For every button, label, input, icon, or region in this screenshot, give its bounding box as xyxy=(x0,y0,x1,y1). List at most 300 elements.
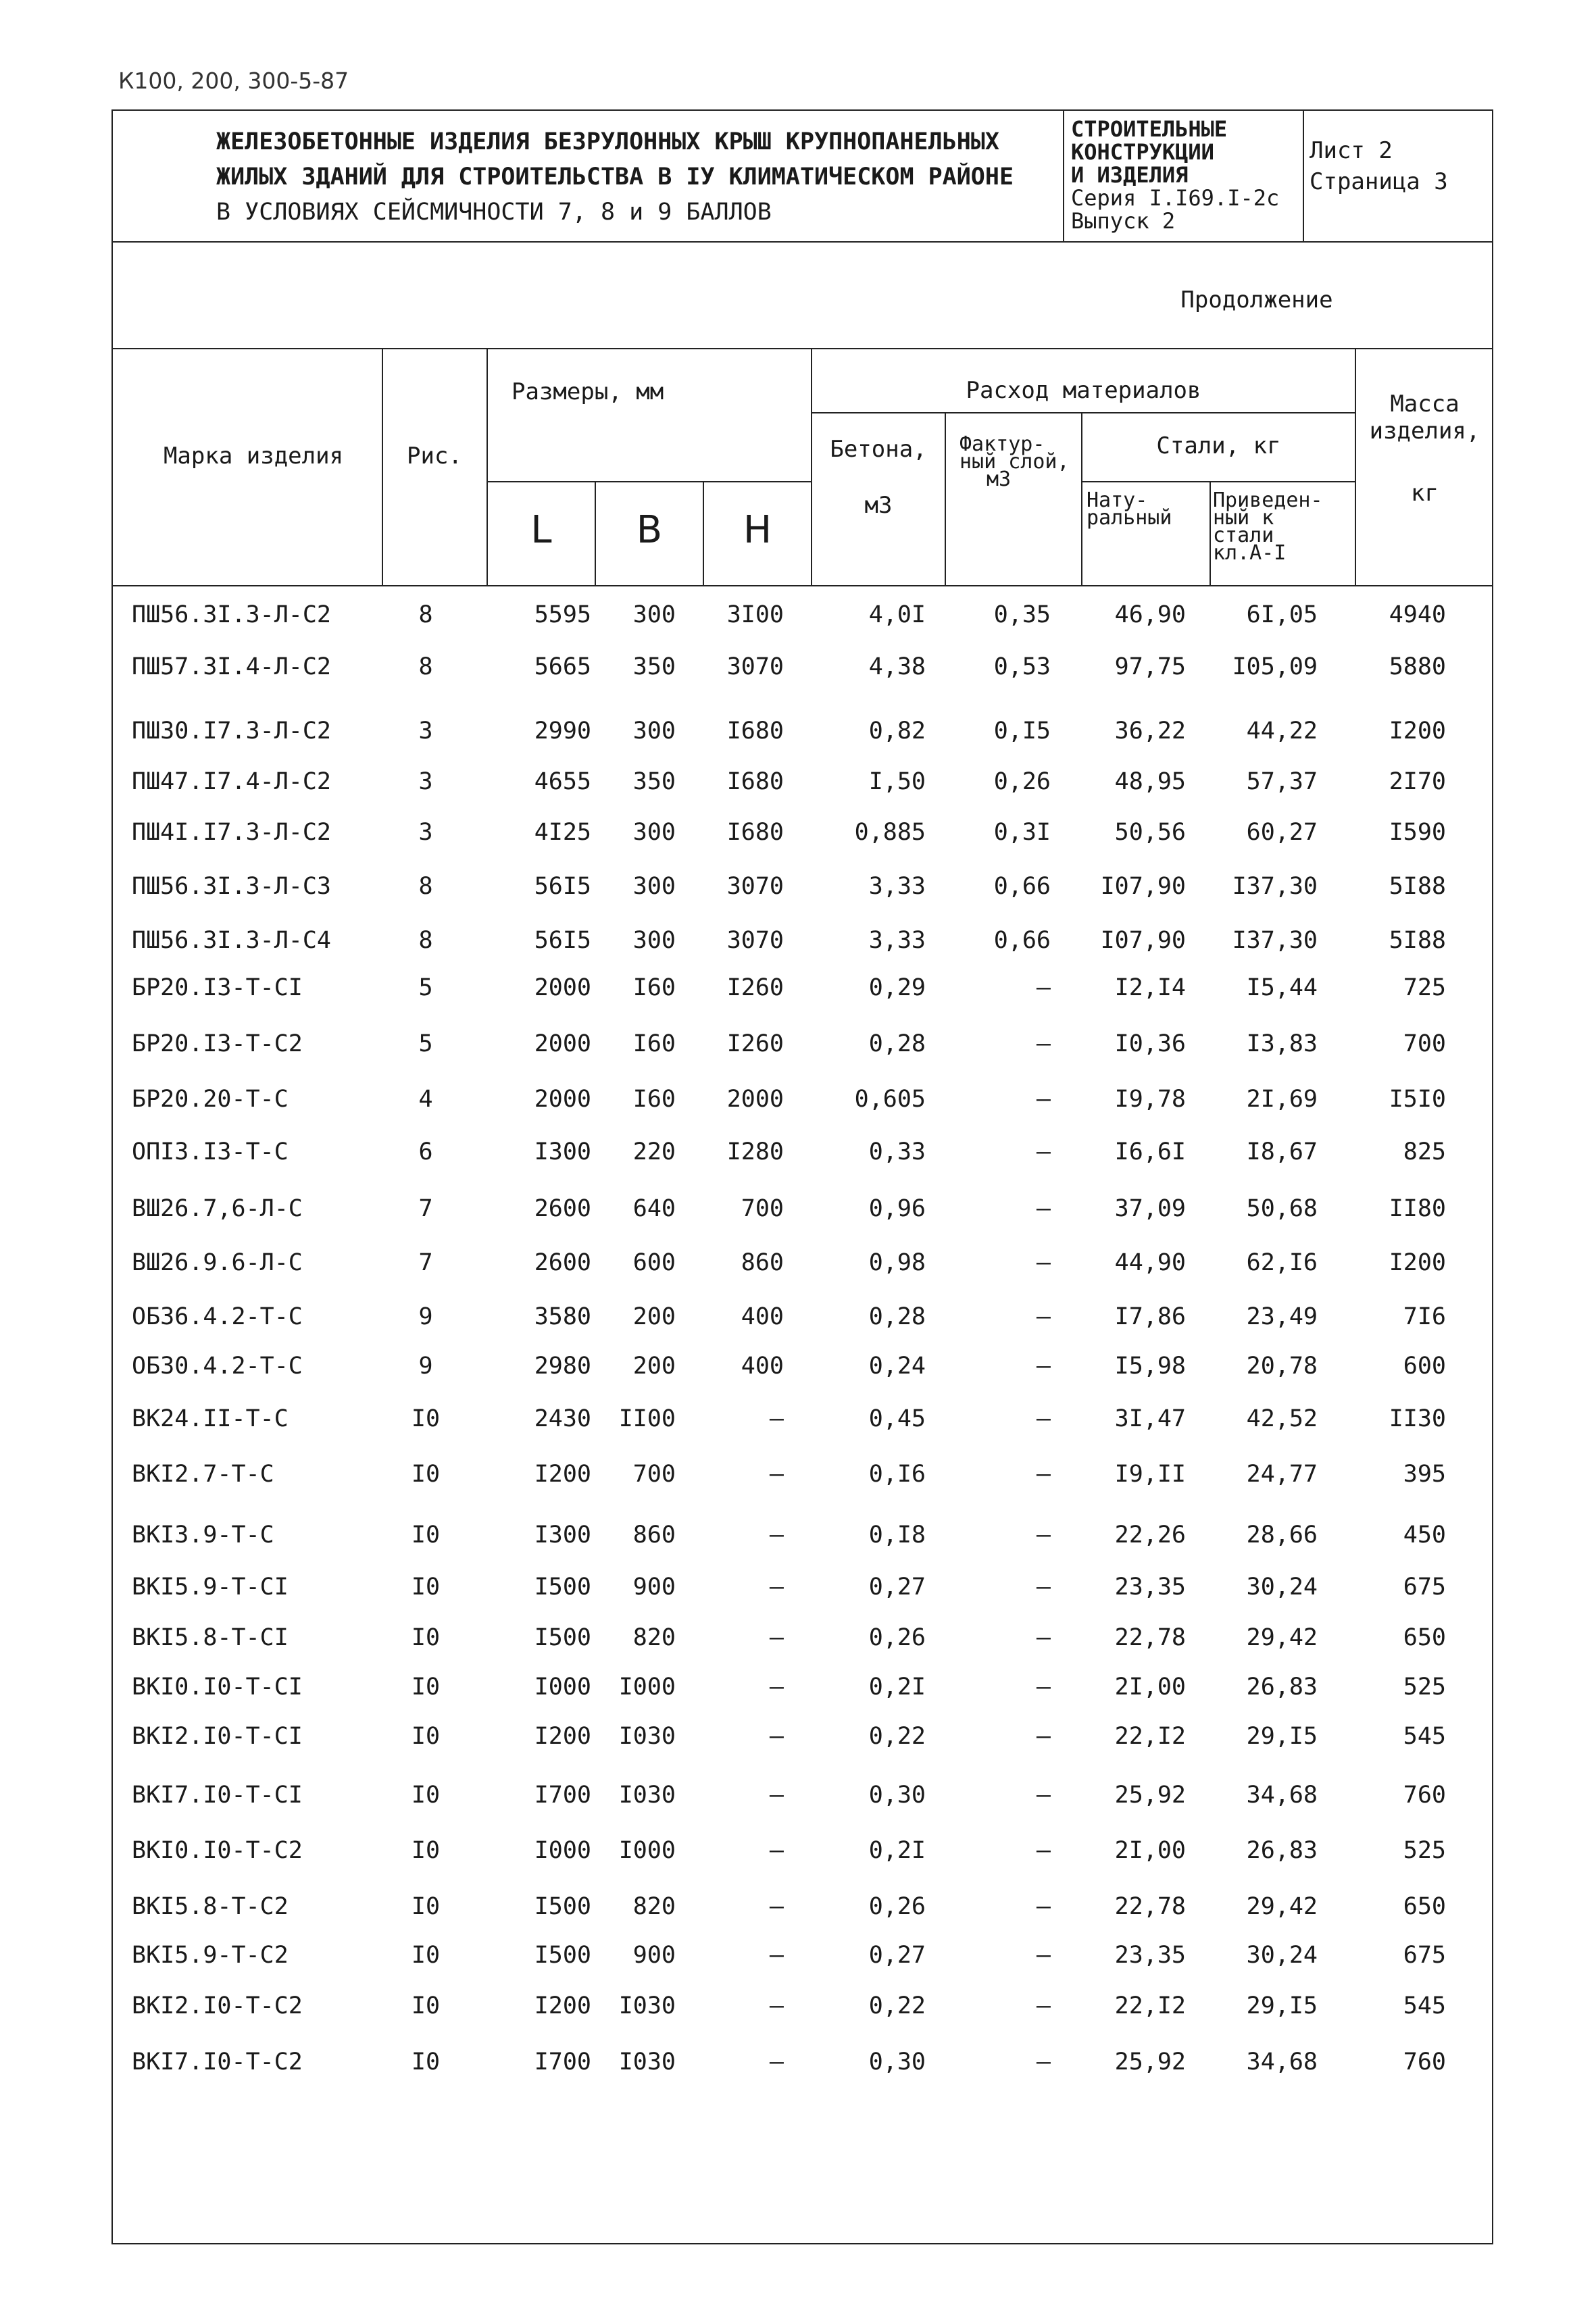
table-row xyxy=(0,1292,1596,1342)
cell-height: – xyxy=(769,1782,784,1809)
cell-length: 4655 xyxy=(534,768,591,795)
cell-mark: ОБ30.4.2-Т-С xyxy=(132,1353,303,1380)
cell-mass: 760 xyxy=(1403,2048,1446,2076)
sheet-number: Лист 2 xyxy=(1310,137,1393,164)
cell-facing-layer: 0,53 xyxy=(993,653,1051,680)
cell-steel-reduced: 2I,69 xyxy=(1246,1086,1318,1113)
cell-width: 300 xyxy=(632,718,676,745)
cell-steel-natural: I07,90 xyxy=(1100,873,1186,900)
cell-length: I700 xyxy=(534,1782,591,1809)
cell-mark: ПШ47.I7.4-Л-С2 xyxy=(132,768,332,795)
cell-figure: 4 xyxy=(418,1086,433,1113)
cell-mass: 675 xyxy=(1403,1574,1446,1601)
cell-facing-layer: – xyxy=(1036,974,1051,1001)
cell-concrete: 0,26 xyxy=(868,1893,926,1920)
cell-concrete: 0,885 xyxy=(854,819,926,846)
cell-steel-reduced: I3,83 xyxy=(1246,1030,1318,1057)
cell-length: I000 xyxy=(534,1674,591,1701)
cell-mark: ВКI5.8-Т-С2 xyxy=(132,1893,289,1920)
cell-steel-reduced: 42,52 xyxy=(1246,1405,1318,1432)
cell-height: I260 xyxy=(726,1030,784,1057)
cell-figure: 8 xyxy=(418,601,433,628)
cell-steel-reduced: 28,66 xyxy=(1246,1521,1318,1549)
col-rule xyxy=(1355,348,1356,586)
cell-width: 350 xyxy=(632,768,676,795)
cell-steel-natural: I7,86 xyxy=(1114,1303,1186,1330)
header-reduced-line: кл.А-I xyxy=(1213,541,1287,565)
cell-length: 2600 xyxy=(534,1249,591,1276)
cell-length: I500 xyxy=(534,1624,591,1651)
cell-facing-layer: 0,I5 xyxy=(993,718,1051,745)
series-block xyxy=(1064,109,1304,241)
cell-concrete: 4,0I xyxy=(868,601,926,628)
cell-steel-natural: 22,26 xyxy=(1114,1521,1186,1549)
cell-steel-natural: I2,I4 xyxy=(1114,974,1186,1001)
divider xyxy=(111,241,1493,243)
cell-facing-layer: – xyxy=(1036,1837,1051,1864)
cell-figure: I0 xyxy=(411,1674,441,1701)
cell-length: 2000 xyxy=(534,1086,591,1113)
cell-steel-reduced: I8,67 xyxy=(1246,1138,1318,1165)
cell-mark: ВКI2.7-Т-С xyxy=(132,1461,274,1488)
cell-height: I280 xyxy=(726,1138,784,1165)
sheet-block xyxy=(1304,109,1493,241)
cell-width: I000 xyxy=(618,1674,676,1701)
cell-mass: I200 xyxy=(1389,1249,1446,1276)
cell-length: I500 xyxy=(534,1942,591,1969)
cell-length: 2430 xyxy=(534,1405,591,1432)
cell-facing-layer: – xyxy=(1036,1405,1051,1432)
cell-height: 700 xyxy=(741,1195,784,1222)
cell-steel-natural: 2I,00 xyxy=(1114,1837,1186,1864)
header-facing-line: ный слой, xyxy=(959,450,1070,474)
table-row xyxy=(0,1127,1596,1177)
cell-concrete: 0,45 xyxy=(868,1405,926,1432)
cell-height: – xyxy=(769,1461,784,1488)
cell-length: I300 xyxy=(534,1138,591,1165)
cell-mark: ВКI7.I0-Т-С2 xyxy=(132,2048,303,2076)
cell-concrete: 0,27 xyxy=(868,1942,926,1969)
cell-length: I500 xyxy=(534,1893,591,1920)
header-materials: Расход материалов xyxy=(966,377,1201,404)
cell-mark: ПШ57.3I.4-Л-С2 xyxy=(132,653,332,680)
header-facing-line: Фактур- xyxy=(959,432,1045,456)
cell-facing-layer: 0,66 xyxy=(993,873,1051,900)
cell-width: I030 xyxy=(618,1992,676,2019)
cell-steel-natural: 97,75 xyxy=(1114,653,1186,680)
cell-width: 300 xyxy=(632,873,676,900)
table-row xyxy=(0,1981,1596,2031)
cell-width: II00 xyxy=(618,1405,676,1432)
cell-steel-natural: 48,95 xyxy=(1114,768,1186,795)
header-reduced-line: стали xyxy=(1213,524,1274,547)
cell-mass: 525 xyxy=(1403,1674,1446,1701)
cell-height: – xyxy=(769,1893,784,1920)
header-mass-unit: кг xyxy=(1411,480,1439,507)
cell-concrete: 0,82 xyxy=(868,718,926,745)
cell-width: I030 xyxy=(618,1723,676,1750)
cell-steel-reduced: 26,83 xyxy=(1246,1674,1318,1701)
cell-length: I300 xyxy=(534,1521,591,1549)
cell-facing-layer: – xyxy=(1036,1782,1051,1809)
header-concrete-unit: м3 xyxy=(864,492,893,519)
cell-figure: I0 xyxy=(411,1893,441,1920)
header-mass xyxy=(1356,391,1493,445)
table-row xyxy=(0,1711,1596,1761)
table-row xyxy=(0,1019,1596,1069)
cell-steel-reduced: 20,78 xyxy=(1246,1353,1318,1380)
cell-concrete: 0,27 xyxy=(868,1574,926,1601)
cell-facing-layer: – xyxy=(1036,1461,1051,1488)
cell-figure: I0 xyxy=(411,1521,441,1549)
cell-height: 860 xyxy=(741,1249,784,1276)
cell-figure: I0 xyxy=(411,1837,441,1864)
cell-mark: ОБ36.4.2-Т-С xyxy=(132,1303,303,1330)
cell-facing-layer: 0,66 xyxy=(993,927,1051,954)
cell-mark: ВКI5.9-Т-СI xyxy=(132,1574,289,1601)
header-mark: Марка изделия xyxy=(163,443,344,470)
cell-facing-layer: – xyxy=(1036,1353,1051,1380)
cell-concrete: 0,26 xyxy=(868,1624,926,1651)
cell-length: 2000 xyxy=(534,1030,591,1057)
table-row xyxy=(0,1882,1596,1932)
cell-length: I200 xyxy=(534,1992,591,2019)
cell-mark: БР20.20-Т-С xyxy=(132,1086,289,1113)
cell-mark: ВКI2.I0-Т-С2 xyxy=(132,1992,303,2019)
title-line: ЖЕЛЕЗОБЕТОННЫЕ ИЗДЕЛИЯ БЕЗРУЛОННЫХ КРЫШ КРУПНОПАНЕЛЬНЫХ xyxy=(216,128,999,155)
cell-concrete: 0,29 xyxy=(868,974,926,1001)
page-number: Страница 3 xyxy=(1310,168,1448,195)
cell-width: 900 xyxy=(632,1942,676,1969)
cell-length: 56I5 xyxy=(534,873,591,900)
cell-width: I60 xyxy=(632,1086,676,1113)
cell-steel-reduced: 29,I5 xyxy=(1246,1723,1318,1750)
cell-figure: 3 xyxy=(418,718,433,745)
cell-figure: 8 xyxy=(418,927,433,954)
cell-steel-reduced: 29,42 xyxy=(1246,1624,1318,1651)
cell-height: 2000 xyxy=(726,1086,784,1113)
cell-concrete: 0,2I xyxy=(868,1674,926,1701)
header-dimensions: Размеры, мм xyxy=(512,378,664,405)
cell-steel-reduced: 34,68 xyxy=(1246,1782,1318,1809)
cell-height: – xyxy=(769,1992,784,2019)
cell-length: 2980 xyxy=(534,1353,591,1380)
cell-steel-natural: 23,35 xyxy=(1114,1942,1186,1969)
cell-concrete: 0,2I xyxy=(868,1837,926,1864)
cell-figure: I0 xyxy=(411,1624,441,1651)
cell-facing-layer: – xyxy=(1036,1303,1051,1330)
cell-facing-layer: – xyxy=(1036,1942,1051,1969)
cell-facing-layer: – xyxy=(1036,1624,1051,1651)
header-B: B xyxy=(636,508,663,552)
cell-length: I500 xyxy=(534,1574,591,1601)
table-row xyxy=(0,1074,1596,1124)
cell-mark: БР20.I3-Т-СI xyxy=(132,974,303,1001)
cell-figure: 7 xyxy=(418,1195,433,1222)
cell-figure: 6 xyxy=(418,1138,433,1165)
cell-facing-layer: – xyxy=(1036,1030,1051,1057)
cell-length: I000 xyxy=(534,1837,591,1864)
cell-concrete: 0,605 xyxy=(854,1086,926,1113)
title-line: В УСЛОВИЯХ СЕЙСМИЧНОСТИ 7, 8 и 9 БАЛЛОВ xyxy=(216,199,772,226)
header-reduced xyxy=(1213,488,1355,565)
cell-steel-natural: 22,I2 xyxy=(1114,1723,1186,1750)
cell-mass: 700 xyxy=(1403,1030,1446,1057)
cell-figure: 8 xyxy=(418,653,433,680)
series-line: Выпуск 2 xyxy=(1071,208,1176,234)
cell-steel-natural: 22,78 xyxy=(1114,1624,1186,1651)
cell-facing-layer: – xyxy=(1036,2048,1051,2076)
col-rule xyxy=(1210,481,1211,586)
cell-width: 600 xyxy=(632,1249,676,1276)
cell-facing-layer: – xyxy=(1036,1138,1051,1165)
cell-height: 3070 xyxy=(726,873,784,900)
cell-figure: 5 xyxy=(418,1030,433,1057)
cell-facing-layer: – xyxy=(1036,1992,1051,2019)
cell-width: 200 xyxy=(632,1353,676,1380)
cell-width: 860 xyxy=(632,1521,676,1549)
table-row xyxy=(0,861,1596,911)
cell-steel-natural: 22,I2 xyxy=(1114,1992,1186,2019)
table-row xyxy=(0,1184,1596,1234)
cell-mark: ПШ56.3I.3-Л-С3 xyxy=(132,873,332,900)
cell-concrete: 0,30 xyxy=(868,1782,926,1809)
header-H: H xyxy=(743,508,772,552)
cell-height: 3070 xyxy=(726,653,784,680)
table-row xyxy=(0,1510,1596,1560)
cell-steel-reduced: 57,37 xyxy=(1246,768,1318,795)
cell-height: – xyxy=(769,1723,784,1750)
header-reduced-line: Приведен- xyxy=(1213,488,1323,512)
cell-mass: 545 xyxy=(1403,1723,1446,1750)
cell-facing-layer: 0,3I xyxy=(993,819,1051,846)
cell-steel-natural: 23,35 xyxy=(1114,1574,1186,1601)
cell-figure: I0 xyxy=(411,1574,441,1601)
table-row xyxy=(0,757,1596,807)
cell-width: 900 xyxy=(632,1574,676,1601)
cell-mark: ПШ4I.I7.3-Л-С2 xyxy=(132,819,332,846)
cell-mark: ВК24.II-Т-С xyxy=(132,1405,289,1432)
table-header-rule xyxy=(111,585,1493,586)
table-row xyxy=(0,807,1596,857)
table-row xyxy=(0,590,1596,640)
cell-figure: I0 xyxy=(411,1992,441,2019)
cell-figure: I0 xyxy=(411,1782,441,1809)
cell-height: – xyxy=(769,1521,784,1549)
header-concrete: Бетона, xyxy=(830,436,927,463)
series-line: СТРОИТЕЛЬНЫЕ xyxy=(1071,116,1228,142)
cell-figure: I0 xyxy=(411,2048,441,2076)
table-row xyxy=(0,1238,1596,1288)
continued-label: Продолжение xyxy=(1180,286,1333,313)
table-row xyxy=(0,1662,1596,1712)
steel-rule xyxy=(1081,481,1355,482)
cell-figure: 9 xyxy=(418,1353,433,1380)
cell-mass: 545 xyxy=(1403,1992,1446,2019)
cell-steel-reduced: 30,24 xyxy=(1246,1574,1318,1601)
cell-mark: ПШ56.3I.3-Л-С4 xyxy=(132,927,332,954)
cell-mark: ВКI0.I0-Т-С2 xyxy=(132,1837,303,1864)
cell-width: 200 xyxy=(632,1303,676,1330)
cell-facing-layer: – xyxy=(1036,1574,1051,1601)
materials-rule xyxy=(811,412,1355,413)
cell-mass: 5880 xyxy=(1389,653,1446,680)
cell-length: 56I5 xyxy=(534,927,591,954)
cell-mass: 395 xyxy=(1403,1461,1446,1488)
cell-steel-natural: I07,90 xyxy=(1100,927,1186,954)
cell-figure: I0 xyxy=(411,1405,441,1432)
cell-height: 3070 xyxy=(726,927,784,954)
cell-facing-layer: – xyxy=(1036,1893,1051,1920)
cell-height: – xyxy=(769,1405,784,1432)
cell-mass: II80 xyxy=(1389,1195,1446,1222)
cell-facing-layer: – xyxy=(1036,1249,1051,1276)
cell-width: I60 xyxy=(632,974,676,1001)
cell-mass: II30 xyxy=(1389,1405,1446,1432)
cell-height: – xyxy=(769,1574,784,1601)
cell-mark: ВШ26.7,6-Л-С xyxy=(132,1195,303,1222)
cell-width: I60 xyxy=(632,1030,676,1057)
cell-steel-reduced: 62,I6 xyxy=(1246,1249,1318,1276)
cell-figure: 5 xyxy=(418,974,433,1001)
cell-steel-reduced: 50,68 xyxy=(1246,1195,1318,1222)
cell-steel-reduced: 24,77 xyxy=(1246,1461,1318,1488)
header-figure: Рис. xyxy=(407,443,462,470)
cell-concrete: 0,30 xyxy=(868,2048,926,2076)
cell-steel-reduced: I37,30 xyxy=(1232,873,1318,900)
cell-mass: 2I70 xyxy=(1389,768,1446,795)
table-row xyxy=(0,963,1596,1013)
cell-facing-layer: – xyxy=(1036,1723,1051,1750)
table-row xyxy=(0,2037,1596,2087)
cell-figure: I0 xyxy=(411,1942,441,1969)
cell-mark: ВКI3.9-Т-С xyxy=(132,1521,274,1549)
header-natural-line: Нату- xyxy=(1087,488,1148,512)
cell-height: – xyxy=(769,1624,784,1651)
cell-mark: ВШ26.9.6-Л-С xyxy=(132,1249,303,1276)
cell-steel-natural: I5,98 xyxy=(1114,1353,1186,1380)
cell-steel-reduced: 44,22 xyxy=(1246,718,1318,745)
cell-width: I030 xyxy=(618,1782,676,1809)
cell-steel-natural: 25,92 xyxy=(1114,2048,1186,2076)
cell-steel-reduced: 23,49 xyxy=(1246,1303,1318,1330)
cell-concrete: 0,28 xyxy=(868,1030,926,1057)
cell-mass: 825 xyxy=(1403,1138,1446,1165)
series-line: КОНСТРУКЦИИ xyxy=(1071,139,1214,165)
cell-mark: ПШ30.I7.3-Л-С2 xyxy=(132,718,332,745)
cell-facing-layer: – xyxy=(1036,1521,1051,1549)
table-row xyxy=(0,1341,1596,1391)
cell-figure: 7 xyxy=(418,1249,433,1276)
header-natural-line: ральный xyxy=(1087,506,1172,530)
header-mass-line: изделия, xyxy=(1369,418,1480,445)
cell-concrete: 0,I6 xyxy=(868,1461,926,1488)
cell-concrete: I,50 xyxy=(868,768,926,795)
cell-width: 820 xyxy=(632,1624,676,1651)
cell-concrete: 0,33 xyxy=(868,1138,926,1165)
cell-mass: 600 xyxy=(1403,1353,1446,1380)
cell-height: – xyxy=(769,1942,784,1969)
cell-steel-natural: 3I,47 xyxy=(1114,1405,1186,1432)
series-line: И ИЗДЕЛИЯ xyxy=(1071,162,1189,188)
table-row xyxy=(0,642,1596,692)
cell-steel-natural: I9,78 xyxy=(1114,1086,1186,1113)
cell-concrete: 0,28 xyxy=(868,1303,926,1330)
cell-concrete: 0,24 xyxy=(868,1353,926,1380)
series-line: Серия I.I69.I-2с xyxy=(1071,185,1280,211)
cell-mass: 5I88 xyxy=(1389,873,1446,900)
cell-steel-natural: 37,09 xyxy=(1114,1195,1186,1222)
header-mass-line: Масса xyxy=(1390,391,1460,418)
cell-width: 300 xyxy=(632,819,676,846)
document-code: К100, 200, 300-5-87 xyxy=(118,68,349,94)
cell-height: I680 xyxy=(726,768,784,795)
cell-height: – xyxy=(769,2048,784,2076)
cell-mass: 525 xyxy=(1403,1837,1446,1864)
cell-mark: ПШ56.3I.3-Л-С2 xyxy=(132,601,332,628)
col-rule xyxy=(945,412,946,586)
cell-height: I680 xyxy=(726,819,784,846)
table-row xyxy=(0,1394,1596,1444)
cell-mass: 650 xyxy=(1403,1624,1446,1651)
cell-mark: ВКI5.8-Т-СI xyxy=(132,1624,289,1651)
cell-facing-layer: 0,35 xyxy=(993,601,1051,628)
cell-height: 400 xyxy=(741,1303,784,1330)
cell-figure: I0 xyxy=(411,1723,441,1750)
cell-concrete: 0,22 xyxy=(868,1992,926,2019)
cell-mass: 5I88 xyxy=(1389,927,1446,954)
table-row xyxy=(0,915,1596,965)
cell-mark: ВКI7.I0-Т-СI xyxy=(132,1782,303,1809)
header-reduced-line: ный к xyxy=(1213,506,1274,530)
cell-height: I260 xyxy=(726,974,784,1001)
cell-mass: I590 xyxy=(1389,819,1446,846)
table-row xyxy=(0,706,1596,756)
cell-steel-reduced: 34,68 xyxy=(1246,2048,1318,2076)
cell-mark: БР20.I3-Т-С2 xyxy=(132,1030,303,1057)
cell-width: I000 xyxy=(618,1837,676,1864)
cell-width: 350 xyxy=(632,653,676,680)
cell-steel-reduced: 26,83 xyxy=(1246,1837,1318,1864)
cell-figure: 3 xyxy=(418,819,433,846)
header-L: L xyxy=(530,508,552,552)
cell-concrete: 0,I8 xyxy=(868,1521,926,1549)
cell-facing-layer: – xyxy=(1036,1195,1051,1222)
table-row xyxy=(0,1770,1596,1820)
cell-concrete: 0,98 xyxy=(868,1249,926,1276)
header-facing xyxy=(959,432,1081,491)
cell-steel-natural: 36,22 xyxy=(1114,718,1186,745)
cell-concrete: 3,33 xyxy=(868,873,926,900)
table-row xyxy=(0,1613,1596,1663)
cell-steel-natural: I9,II xyxy=(1114,1461,1186,1488)
cell-height: – xyxy=(769,1837,784,1864)
cell-mass: 725 xyxy=(1403,974,1446,1001)
cell-height: – xyxy=(769,1674,784,1701)
cell-steel-natural: 44,90 xyxy=(1114,1249,1186,1276)
title-block xyxy=(111,109,1064,241)
table-row xyxy=(0,1449,1596,1499)
header-steel: Стали, кг xyxy=(1156,432,1281,459)
cell-figure: 8 xyxy=(418,873,433,900)
cell-steel-reduced: I5,44 xyxy=(1246,974,1318,1001)
cell-steel-natural: 22,78 xyxy=(1114,1893,1186,1920)
cell-length: 5595 xyxy=(534,601,591,628)
cell-figure: 9 xyxy=(418,1303,433,1330)
cell-length: I200 xyxy=(534,1461,591,1488)
cell-steel-natural: 46,90 xyxy=(1114,601,1186,628)
cell-steel-reduced: 29,I5 xyxy=(1246,1992,1318,2019)
